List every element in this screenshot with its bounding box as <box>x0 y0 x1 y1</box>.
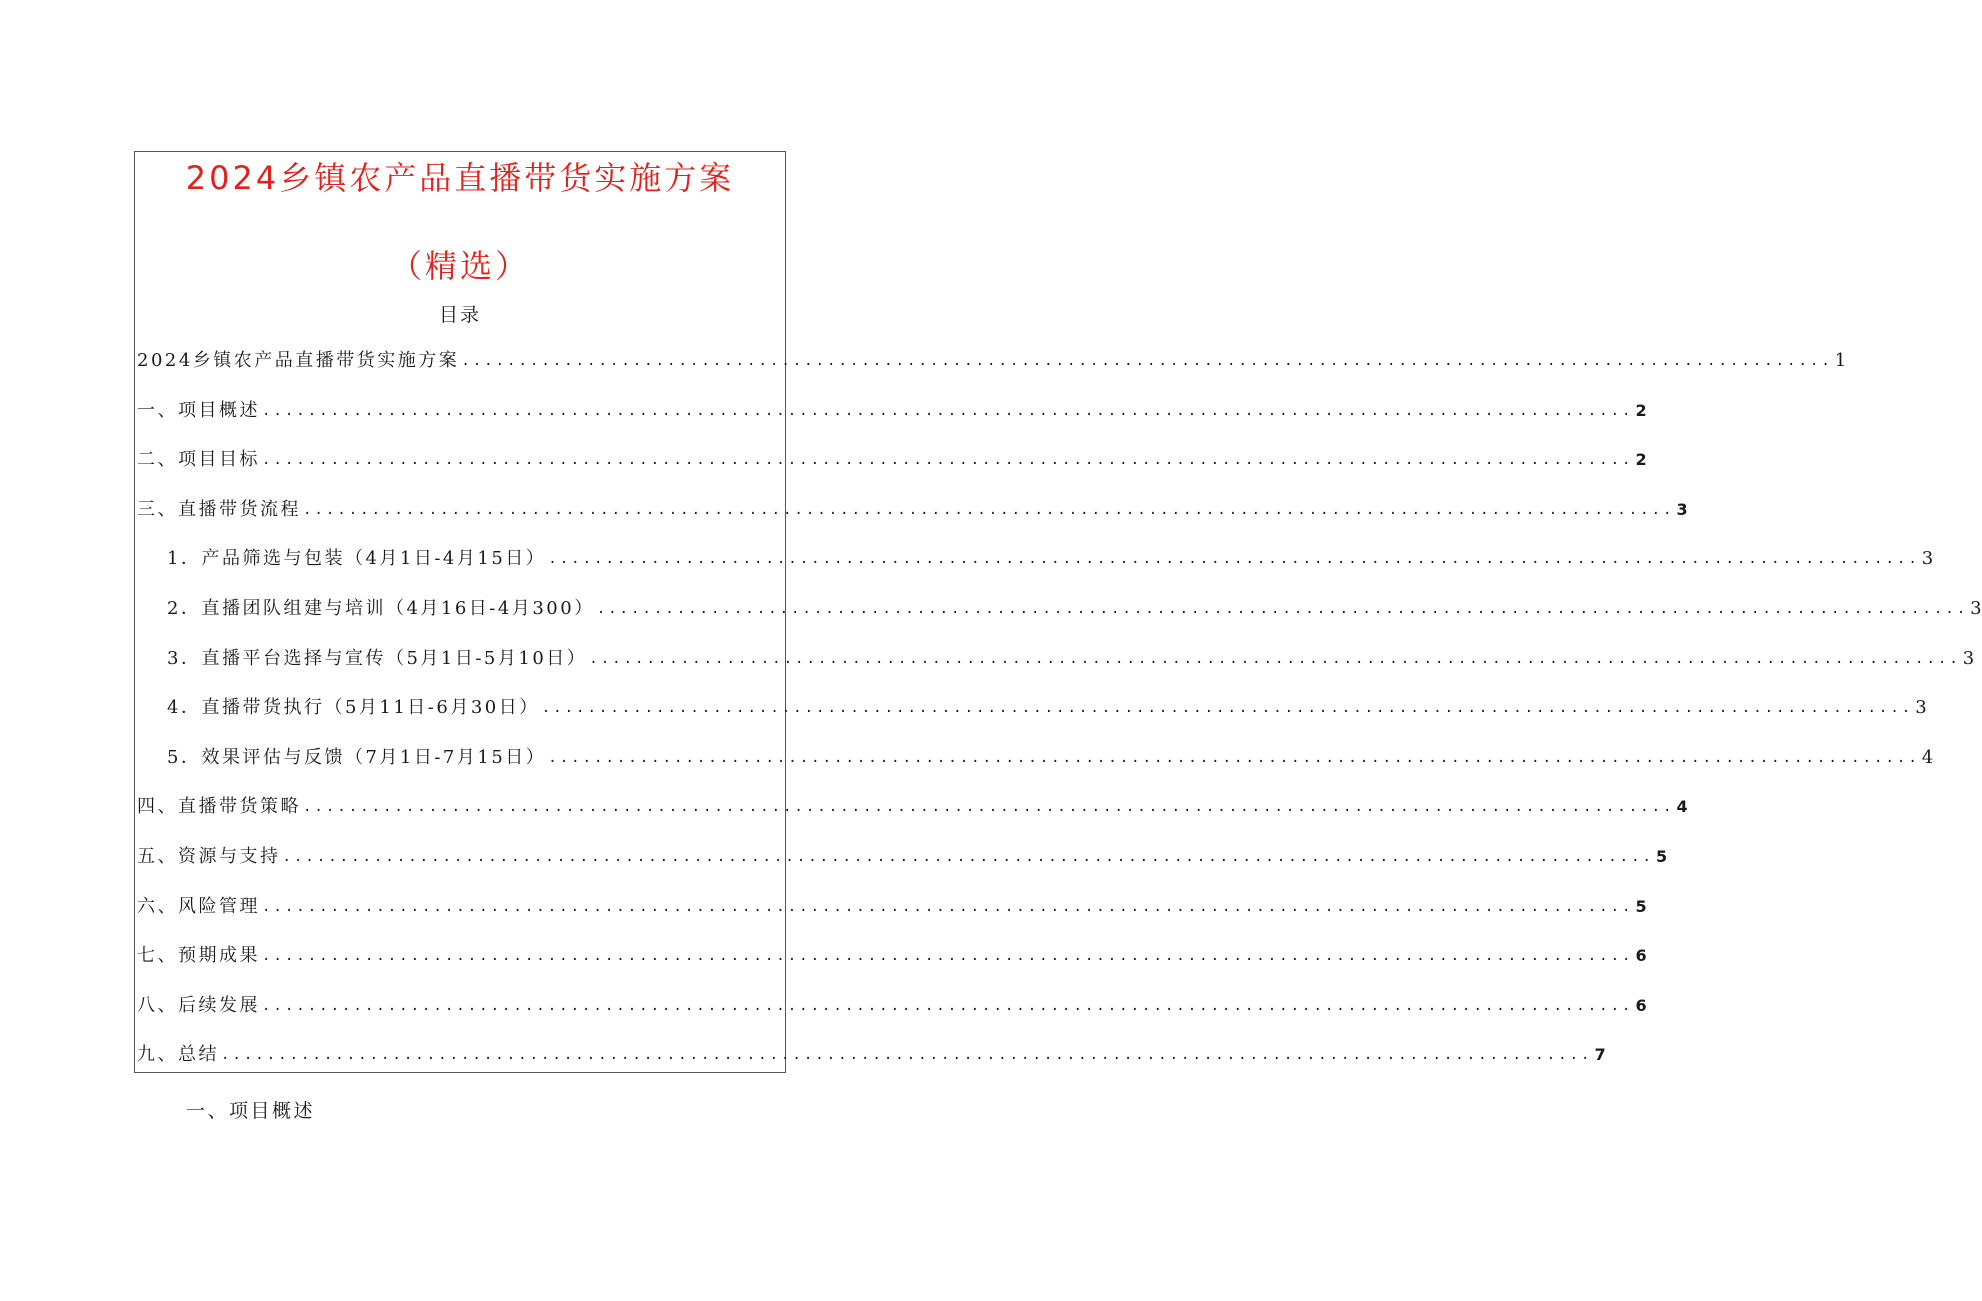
toc-leader-dots: ........................................................................................................................ <box>541 700 1914 717</box>
toc-entry-page-number: 5 <box>1655 846 1668 866</box>
toc-entry[interactable] <box>135 348 1847 398</box>
toc-entry-page-number: 6 <box>1635 946 1647 966</box>
toc-entry-page-number: 3 <box>1915 697 1927 719</box>
toc-entry[interactable] <box>135 894 1647 944</box>
toc-entry-page-number: 2 <box>1635 450 1647 470</box>
toc-entry-page-number: 6 <box>1635 995 1647 1015</box>
toc-leader-dots: ........................................................................................................................ <box>303 501 1675 518</box>
section-heading: 一、项目概述 <box>186 1100 316 1122</box>
toc-entry[interactable] <box>135 943 1647 993</box>
toc-leader-dots: ........................................................................................................................ <box>596 600 1969 617</box>
toc-entry[interactable] <box>135 497 1688 547</box>
toc-entry-page-number: 1 <box>1834 350 1847 371</box>
toc-entry-label: 九、总结 <box>137 1044 219 1066</box>
toc-leader-dots: ........................................................................................................................ <box>282 848 1654 865</box>
toc-list <box>135 348 1982 1092</box>
toc-entry[interactable] <box>135 844 1668 894</box>
toc-entry-page-number: 3 <box>1921 548 1934 570</box>
toc-entry-label: 五、资源与支持 <box>137 845 281 867</box>
toc-entry-label: 4．直播带货执行（5月11日-6月30日） <box>167 697 540 719</box>
toc-entry-label: 2024乡镇农产品直播带货实施方案 <box>137 350 460 371</box>
toc-entry[interactable] <box>135 794 1688 844</box>
toc-entry-label: 三、直播带货流程 <box>137 498 301 520</box>
toc-entry-label: 3．直播平台选择与宣传（5月1日-5月10日） <box>167 647 588 669</box>
toc-entry-label: 七、预期成果 <box>137 945 260 967</box>
toc-leader-dots: ........................................................................................................................ <box>262 948 1634 965</box>
toc-entry-page-number: 7 <box>1594 1045 1606 1065</box>
toc-entry-page-number: 2 <box>1635 400 1647 420</box>
toc-entry-label: 1．产品筛选与包装（4月1日-4月15日） <box>167 548 547 570</box>
toc-entry[interactable] <box>135 546 1934 596</box>
toc-entry[interactable] <box>135 646 1975 696</box>
toc-entry-page-number: 4 <box>1676 797 1688 817</box>
document-title: 2024乡镇农产品直播带货实施方案 <box>185 159 735 197</box>
toc-entry-label: 5．效果评估与反馈（7月1日-7月15日） <box>167 746 547 768</box>
toc-entry-page-number: 4 <box>1921 746 1934 768</box>
toc-leader-dots: ........................................................................................................................ <box>221 1047 1593 1064</box>
toc-entry-label: 二、项目目标 <box>137 449 260 471</box>
toc-entry-page-number: 3 <box>1676 499 1688 519</box>
toc-entry[interactable] <box>135 398 1647 448</box>
toc-entry[interactable] <box>135 745 1934 795</box>
toc-entry-page-number: 3 <box>1970 597 1982 619</box>
toc-entry-page-number: 5 <box>1635 896 1647 916</box>
toc-entry[interactable] <box>135 447 1647 497</box>
toc-leader-dots: ........................................................................................................................ <box>262 402 1634 419</box>
toc-leader-dots: ........................................................................................................................ <box>548 749 1920 766</box>
toc-entry-page-number: 3 <box>1962 647 1975 669</box>
toc-leader-dots: ........................................................................................................................ <box>548 551 1920 568</box>
toc-entry[interactable] <box>135 1042 1606 1092</box>
toc-entry[interactable] <box>135 993 1647 1043</box>
toc-leader-dots: ........................................................................................................................ <box>262 898 1634 915</box>
toc-leader-dots: ........................................................................................................................ <box>589 650 1961 667</box>
toc-entry-label: 四、直播带货策略 <box>137 796 301 818</box>
toc-entry-label: 2．直播团队组建与培训（4月16日-4月300） <box>167 597 595 619</box>
toc-leader-dots: ........................................................................................................................ <box>262 997 1634 1014</box>
toc-entry-label: 六、风险管理 <box>137 895 260 917</box>
toc-entry-label: 一、项目概述 <box>137 399 260 421</box>
toc-leader-dots: ........................................................................................................................ <box>303 799 1675 816</box>
toc-box <box>134 151 1982 1073</box>
toc-heading: 目录 <box>438 304 481 326</box>
toc-entry[interactable] <box>135 596 1982 646</box>
toc-leader-dots: ........................................................................................................................ <box>461 353 1833 369</box>
document-subtitle: （精选） <box>389 247 530 285</box>
toc-entry[interactable] <box>135 695 1927 745</box>
toc-leader-dots: ........................................................................................................................ <box>262 452 1634 469</box>
toc-entry-label: 八、后续发展 <box>137 994 260 1016</box>
